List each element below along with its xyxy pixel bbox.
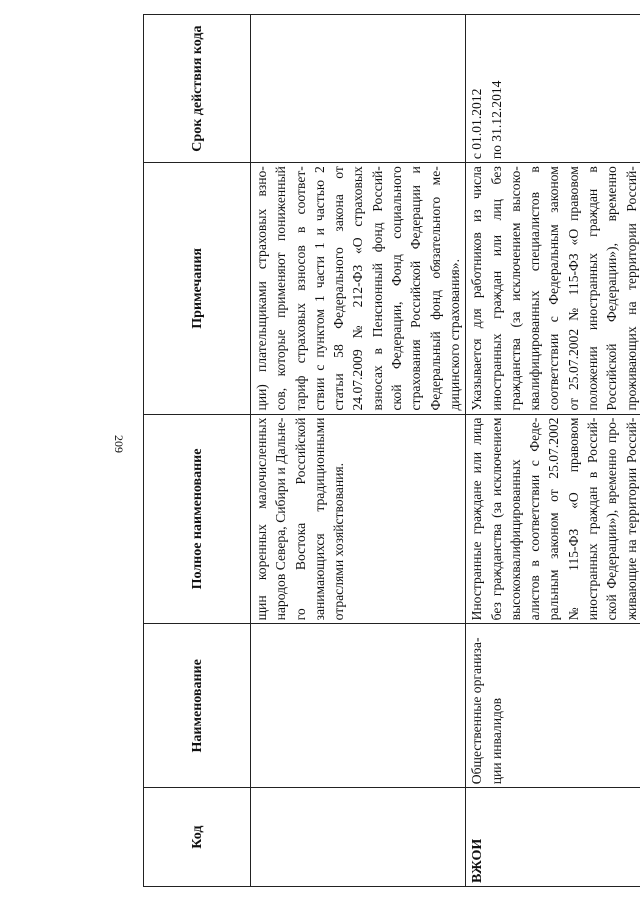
text-line: от 25.07.2002 № 115-ФЗ «О правовом (565, 166, 581, 411)
code-value: ВЖОИ (470, 838, 486, 883)
text-line: занимающихся традиционными (311, 417, 327, 621)
text-line: проживающих на территории Россий- (623, 166, 639, 411)
text-line: Иностранные граждане или лица (469, 417, 485, 621)
text-line: народов Севера, Сибири и Дальне- (273, 417, 289, 621)
cell-code (466, 788, 640, 887)
text-line: живающие на территории Россий- (623, 417, 639, 621)
text-line: высококвалифицированных (507, 459, 523, 621)
codes-table (143, 14, 640, 887)
text-line: ции инвалидов (488, 697, 504, 785)
table-row (251, 15, 466, 887)
text-line: алистов в соответствии с Феде- (527, 417, 543, 621)
cell-full-name (466, 414, 640, 624)
text-line: статьи 58 Федерального закона от (331, 166, 347, 411)
cell-period (251, 15, 466, 163)
text-line: Федеральный фонд обязательного ме- (427, 166, 443, 411)
cell-code (251, 788, 466, 887)
text-line: без гражданства (за исключением (488, 417, 504, 621)
cell-note (251, 163, 466, 414)
text-line: страхования Российской Федерации и (408, 166, 424, 411)
text-line: иностранных граждан в Россий- (585, 417, 601, 621)
text-line: иностранных граждан или лиц без (488, 166, 504, 411)
text-line: щин коренных малочисленных (254, 417, 269, 621)
header-code: Код (144, 788, 251, 887)
text-line: го Востока Российской (292, 417, 308, 621)
text-line: дицинского страхования». (446, 259, 462, 411)
header-name: Наименование (144, 624, 251, 788)
text-line: квалифицированных специалистов в (527, 166, 543, 411)
cell-name (466, 624, 640, 788)
text-line: Общественные организа- (469, 637, 485, 785)
text-line: отраслями хозяйствования. (331, 462, 347, 621)
cell-note (466, 163, 640, 414)
header-note: Примечания (144, 163, 251, 414)
text-line: тариф страховых взносов в соответ- (292, 166, 308, 411)
text-line: ской Федерации, Фонд социального (389, 166, 405, 411)
text-line: ствии с пунктом 1 части 1 и частью 2 (311, 166, 327, 411)
text-line: гражданства (за исключением высоко- (507, 166, 523, 411)
text-line: ции) плательщиками страховых взно- (254, 166, 269, 411)
header-period: Срок действия кода (144, 15, 251, 163)
table-row (466, 15, 640, 887)
table-header-row (144, 15, 251, 887)
page-number: 209 (112, 435, 126, 453)
text-line: 24.07.2009 № 212-ФЗ «О страховых (350, 166, 366, 411)
text-line: с 01.01.2012 (469, 88, 485, 160)
text-line: № 115-ФЗ «О правовом (565, 417, 581, 621)
text-line: соответствии с Федеральным законом (546, 166, 562, 411)
cell-name (251, 624, 466, 788)
text-line: ской Федерации»), временно про- (604, 417, 620, 621)
text-line: положении иностранных граждан в (585, 166, 601, 411)
text-line: Российской Федерации»), временно (604, 166, 620, 411)
cell-full-name (251, 414, 466, 624)
text-line: ральным законом от 25.07.2002 (546, 417, 562, 621)
text-line: Указывается для работников из числа (469, 166, 485, 411)
rotated-table-page (143, 14, 640, 887)
text-line: взносах в Пенсионный фонд Россий- (369, 166, 385, 411)
text-line: по 31.12.2014 (488, 80, 504, 160)
text-line: сов, которые применяют пониженный (273, 166, 289, 411)
header-full-name: Полное наименование (144, 414, 251, 624)
cell-period (466, 15, 640, 163)
